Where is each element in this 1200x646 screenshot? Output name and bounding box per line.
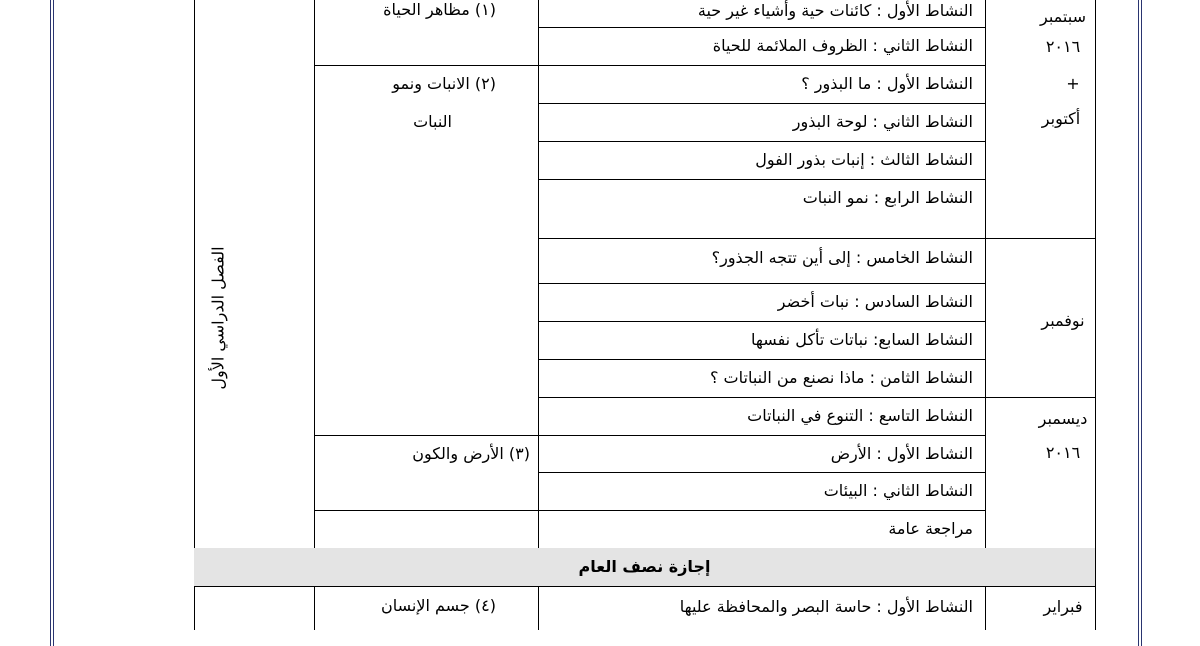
activity-row: النشاط السادس : نبات أخضر <box>777 292 973 311</box>
activity-row: النشاط الثالث : إنبات بذور الفول <box>755 150 973 169</box>
row-divider <box>538 103 985 104</box>
month-september: سبتمبر <box>1040 7 1086 26</box>
month-year: ٢٠١٦ <box>1045 37 1081 56</box>
activity-row: النشاط الخامس : إلى أين تتجه الجذور؟ <box>711 248 973 267</box>
activity-row: النشاط الثاني : الظروف الملائمة للحياة <box>712 36 973 55</box>
semester-label: الفصل الدراسي الأول <box>208 246 228 390</box>
activity-row: النشاط الثاني : لوحة البذور <box>792 112 973 131</box>
row-divider <box>538 321 985 322</box>
activity-row: النشاط الرابع : نمو النبات <box>802 188 973 207</box>
month-february: فبراير <box>1043 597 1083 616</box>
activity-row: النشاط السابع: نباتات تأكل نفسها <box>751 330 973 349</box>
break-label: إجازة نصف العام <box>578 557 711 576</box>
row-divider <box>314 510 985 511</box>
row-divider <box>314 435 985 436</box>
month-december: ديسمبر <box>1038 409 1088 428</box>
month-october: أكتوبر <box>1041 109 1081 128</box>
column-divider <box>985 0 986 548</box>
row-divider <box>538 397 1096 398</box>
row-divider <box>538 141 985 142</box>
unit-3-title: (٣) الأرض والكون <box>412 444 530 463</box>
row-divider <box>314 65 985 66</box>
row-divider <box>538 179 985 180</box>
activity-row: النشاط الثامن : ماذا نصنع من النباتات ؟ <box>709 368 973 387</box>
row-divider <box>194 586 1096 587</box>
column-divider <box>985 586 986 630</box>
unit-4-title: (٤) جسم الإنسان <box>381 596 496 615</box>
month-year: ٢٠١٦ <box>1045 443 1081 462</box>
month-november: نوفمبر <box>1041 311 1085 330</box>
activity-row: النشاط التاسع : التنوع في النباتات <box>747 406 973 425</box>
activity-row: النشاط الثاني : البيئات <box>823 481 973 500</box>
row-divider <box>538 238 1096 239</box>
activity-row: النشاط الأول : حاسة البصر والمحافظة عليها <box>679 597 973 616</box>
unit-1-title: (١) مظاهر الحياة <box>383 0 496 19</box>
mid-year-break-row <box>194 548 1095 586</box>
activity-row: النشاط الأول : الأرض <box>830 444 973 463</box>
activity-row: مراجعة عامة <box>888 519 973 538</box>
table-border-left <box>194 0 195 630</box>
column-divider <box>314 0 315 548</box>
row-divider <box>538 27 985 28</box>
unit-2-title-cont: النبات <box>413 112 452 131</box>
activity-row: النشاط الأول : ما البذور ؟ <box>801 74 973 93</box>
month-plus: + <box>1066 74 1080 93</box>
row-divider <box>538 359 985 360</box>
activity-row: النشاط الأول : كائنات حية وأشياء غير حية <box>697 1 973 20</box>
column-divider <box>314 586 315 630</box>
row-divider <box>538 283 985 284</box>
unit-2-title: (٢) الانبات ونمو <box>392 74 496 93</box>
row-divider <box>538 472 985 473</box>
